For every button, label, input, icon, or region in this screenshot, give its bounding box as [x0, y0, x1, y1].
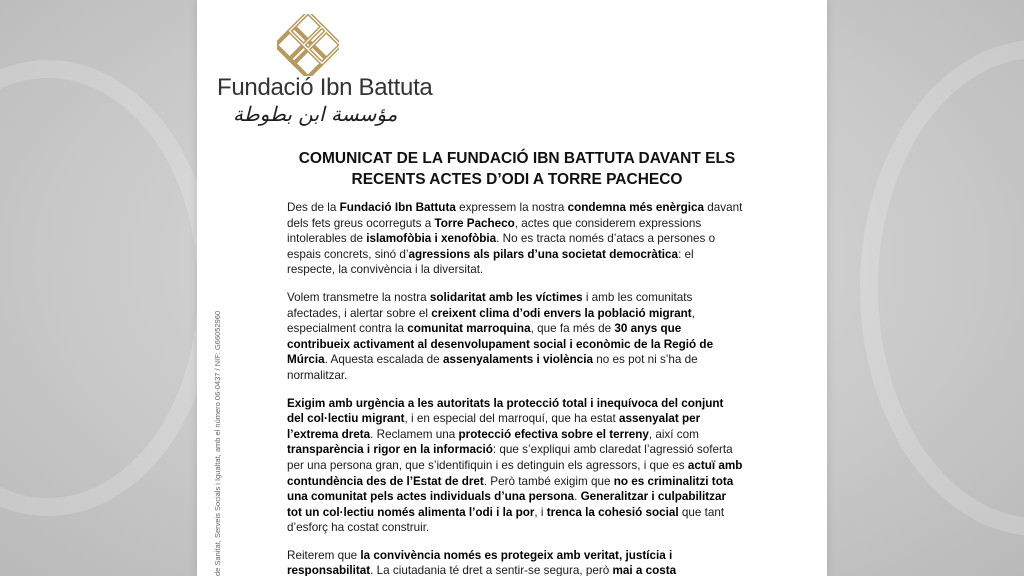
bold-text: comunitat marroquina — [407, 322, 531, 336]
bold-text: assenyalaments i violència — [442, 353, 594, 367]
text: i amb les comunitats afectades, i alertar sobre el — [287, 290, 693, 320]
bold-text: trenca la cohesió social — [546, 505, 679, 519]
bold-text: 30 anys que contribueix activament al desenvolupament social i econòmic de la Regió de Múrcia — [287, 322, 714, 367]
bold-text: condemna més enèrgica — [567, 201, 704, 214]
bold-text: transparència i rigor en la informació — [287, 443, 493, 457]
text: , així com — [648, 427, 699, 441]
organization-arabic-name: مؤسسة ابن بطوطة — [233, 102, 398, 126]
text: . No es tracta només d’atacs a persones o espais concrets, sinó d’ — [287, 232, 716, 261]
text: , actes que considerem expressions intolerables de — [287, 216, 702, 246]
paragraph-4 — [287, 548, 743, 576]
bold-text: assenyalat per l’extrema dreta — [287, 412, 701, 441]
text: Reiterem que — [287, 548, 361, 562]
text: , i en especial del marroquí, que ha estat — [404, 412, 619, 426]
text: que tant d’esforç ha costat construir. — [287, 505, 725, 535]
bold-text: Exigim amb urgència a les autoritats la protecció total i inequívoca del conjunt del col·lectiu migrant — [287, 396, 724, 426]
bold-text: Generalitzar i culpabilitzar tot un col·lectiu només alimenta l’odi i la por — [287, 490, 727, 519]
text: davant dels fets greus ocorreguts a — [287, 201, 743, 230]
text: . — [574, 490, 581, 504]
bold-text: protecció efectiva sobre el terreny — [458, 427, 649, 441]
bold-text: Fundació Ibn Battuta — [339, 201, 456, 214]
text: Des de la — [287, 201, 340, 214]
text: . Reclamem una — [370, 427, 459, 441]
document-page — [197, 0, 827, 576]
paragraph-1 — [287, 200, 743, 278]
text: . La ciutadania té dret a sentir-se segura, però — [370, 564, 613, 576]
text: Volem transmetre la nostra — [287, 290, 430, 304]
text: no es pot ni s’ha de normalitzar. — [287, 353, 698, 382]
organization-name: Fundació Ibn Battuta — [217, 74, 433, 101]
text: , i — [534, 505, 547, 519]
bold-text: Torre Pacheco — [434, 216, 515, 230]
bold-text: actuï amb contundència des de l’Estat de dret — [287, 458, 743, 488]
background-arc-left — [0, 60, 216, 516]
text: : el respecte, la convivència i la diversitat. — [287, 247, 694, 277]
text: , especialment contra la — [287, 306, 695, 336]
foundation-logo-icon — [277, 14, 339, 76]
background-arc-right — [860, 40, 1024, 536]
paragraph-3 — [287, 396, 743, 536]
title-line-1: COMUNICAT DE LA FUNDACIÓ IBN BATTUTA DAVANT ELS — [298, 150, 736, 167]
bold-text: la convivència només es protegeix amb veritat, justícia i responsabilitat — [287, 548, 673, 576]
bold-text: creixent clima d’odi envers la població migrant — [431, 306, 692, 320]
text: expressem la nostra — [455, 201, 568, 214]
text: , que fa més de — [530, 322, 615, 336]
text: . Però també exigim que — [483, 474, 614, 488]
bold-text: agressions als pilars d’una societat democràtica — [408, 247, 679, 261]
text: : que s’expliqui amb claredat l’agressió soferta per una persona gran, que s’identifiquin i es detinguin els agressors, i que es — [287, 443, 733, 472]
text: . Aquesta escalada de — [324, 353, 443, 367]
bold-text: islamofòbia i xenofòbia — [366, 232, 497, 246]
bold-text: mai a costa — [612, 564, 677, 576]
document-body — [287, 200, 743, 576]
paragraph-2 — [287, 290, 743, 384]
registry-side-note: de Sanitat, Serveis Socials i Igualtat, amb el número 06-0437 / NIF: G66052960 — [213, 310, 222, 576]
bold-text: solidaritat amb les víctimes — [429, 290, 583, 304]
document-title — [267, 148, 767, 190]
bold-text: no es criminalitzi tota una comunitat pels actes individuals d’una persona — [287, 474, 734, 504]
title-line-2: RECENTS ACTES D’ODI A TORRE PACHECO — [351, 171, 683, 188]
